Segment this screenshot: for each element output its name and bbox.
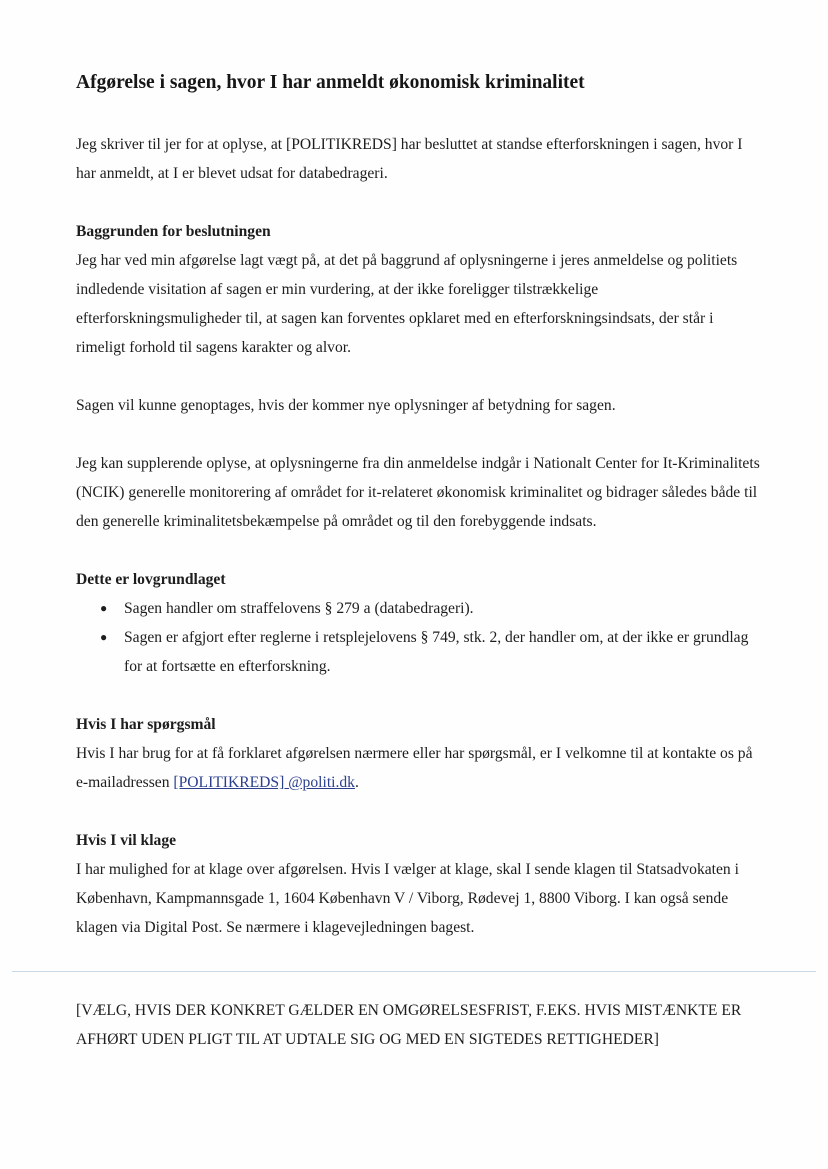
list-item-text: Sagen handler om straffelovens § 279 a (databedrageri).: [124, 600, 474, 617]
list-item-text: Sagen er afgjort efter reglerne i retsplejelovens § 749, stk. 2, der handler om, at der ikke er grundlag for at fortsætte en efterforskning.: [124, 629, 749, 675]
complaint-heading: Hvis I vil klage: [76, 832, 177, 849]
legal-basis-section: [76, 565, 766, 681]
ncik-paragraph: Jeg kan supplerende oplyse, at oplysningerne fra din anmeldelse indgår i Nationalt Center for It-Kriminalitets (NCIK) generelle monitorering af området for it-relateret økonomisk kriminalitet og bidrager således både til den generelle kriminalitetsbekæmpelse på området og til den forebyggende indsats.: [76, 455, 760, 530]
background-section: [76, 217, 766, 362]
questions-text: Hvis I har brug for at få forklaret afgørelsen nærmere eller har spørgsmål, er I velkomne til at kontakte os på e-mailadressen: [76, 745, 753, 791]
reopen-paragraph: Sagen vil kunne genoptages, hvis der kommer nye oplysninger af betydning for sagen.: [76, 397, 616, 414]
letter-body: [76, 70, 766, 942]
bullet-icon: ●: [100, 630, 108, 644]
questions-text-end: .: [354, 774, 359, 791]
section-divider: [12, 971, 816, 972]
background-heading: Baggrunden for beslutningen: [76, 223, 271, 240]
document-title: Afgørelse i sagen, hvor I har anmeldt økonomisk kriminalitet: [76, 72, 585, 93]
select-note: [VÆLG, HVIS DER KONKRET GÆLDER EN OMGØRELSESFRIST, F.EKS. HVIS MISTÆNKTE ER AFHØRT UDEN PLIGT TIL AT UDTALE SIG OG MED EN SIGTEDES RETTIGHEDER]: [76, 1002, 742, 1048]
intro-paragraph: Jeg skriver til jer for at oplyse, at [POLITIKREDS] har besluttet at standse efterforskningen i sagen, hvor I har anmeldt, at I er blevet udsat for databedrageri.: [76, 136, 743, 182]
complaint-paragraph: I har mulighed for at klage over afgørelsen. Hvis I vælger at klage, skal I sende klagen til Statsadvokaten i København, Kampmannsgade 1, 1604 København V / Viborg, Rødevej 1, 8800 Viborg. I kan også sende klagen via Digital Post. Se nærmere i klagevejledningen bagest.: [76, 861, 739, 936]
list-item: [76, 623, 766, 681]
complaint-section: [76, 826, 766, 942]
email-link[interactable]: [POLITIKREDS] @politi.dk: [173, 774, 355, 791]
legal-basis-heading: Dette er lovgrundlaget: [76, 571, 226, 588]
bullet-icon: ●: [100, 601, 108, 615]
legal-basis-list: [76, 594, 766, 681]
questions-section: [76, 710, 766, 797]
background-paragraph: Jeg har ved min afgørelse lagt vægt på, at det på baggrund af oplysningerne i jeres anmeldelse og politiets indledende visitation af sagen er min vurdering, at der ikke foreligger tilstrækkelige efterforskningsmuligheder til, at sagen kan forventes opklaret med en efterforskningsindsats, der står i rimeligt forhold til sagens karakter og alvor.: [76, 252, 738, 356]
list-item: [76, 594, 766, 623]
questions-paragraph: [76, 739, 766, 797]
questions-heading: Hvis I har spørgsmål: [76, 716, 216, 733]
